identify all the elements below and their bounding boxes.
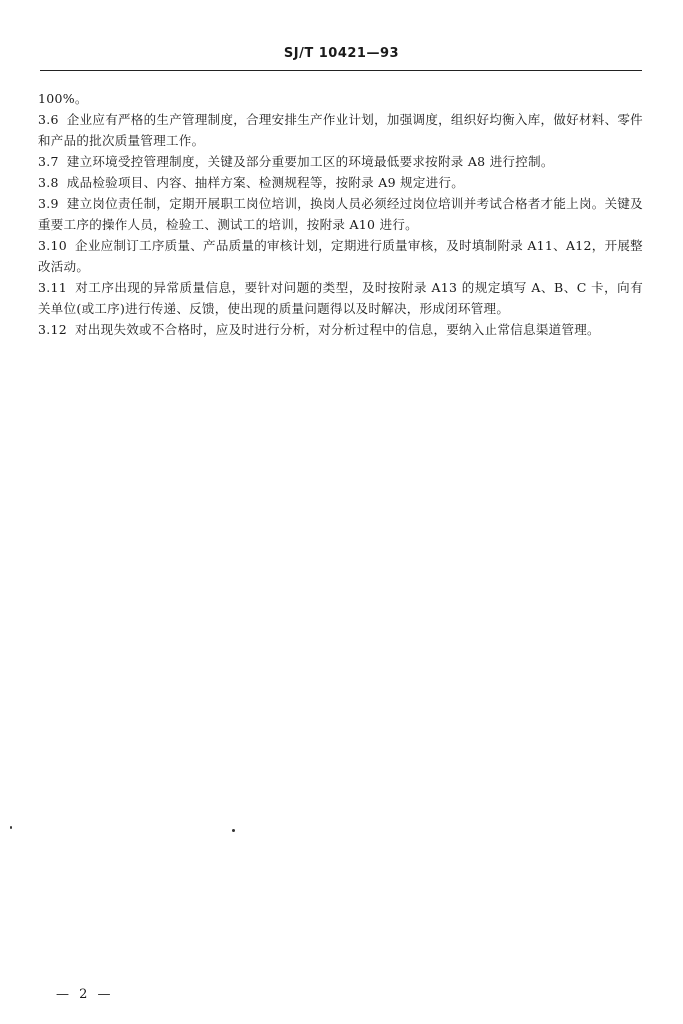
clause-3-11 xyxy=(38,277,643,319)
clause-3-8 xyxy=(38,172,643,193)
clause-number: 3.9 xyxy=(38,196,59,211)
clause-3-10 xyxy=(38,235,643,277)
clause-text: 建立环境受控管理制度，关键及部分重要加工区的环境最低要求按附录 A8 进行控制。 xyxy=(66,154,554,169)
clause-text: 对出现失效或不合格时，应及时进行分析，对分析过程中的信息，要纳入止常信息渠道管理。 xyxy=(75,322,600,337)
clause-3-9 xyxy=(38,193,643,235)
clause-number: 3.7 xyxy=(38,154,59,169)
clause-text: 对工序出现的异常质量信息，要针对问题的类型，及时按附录 A13 的规定填写 A、B、C 卡，向有关单位(或工序)进行传递、反馈，使出现的质量问题得以及时解决，形成闭环管理。 xyxy=(38,280,643,316)
clause-3-7 xyxy=(38,151,643,172)
clause-number: 3.6 xyxy=(38,112,59,127)
document-body xyxy=(38,88,643,340)
scan-speck xyxy=(232,829,235,832)
clause-3-6 xyxy=(38,109,643,151)
clause-number: 3.12 xyxy=(38,322,68,337)
clause-text: 企业应制订工序质量、产品质量的审核计划，定期进行质量审核，及时填制附录 A11、A12，开展整改活动。 xyxy=(38,238,643,274)
clause-3-12 xyxy=(38,319,643,340)
clause-number: 3.10 xyxy=(38,238,68,253)
clause-text: 成品检验项目、内容、抽样方案、检测规程等，按附录 A9 规定进行。 xyxy=(66,175,465,190)
continuation-line: 100%。 xyxy=(38,91,88,106)
clause-text: 建立岗位责任制，定期开展职工岗位培训，换岗人员必须经过岗位培训并考试合格者才能上岗。关键及重要工序的操作人员，检验工、测试工的培训，按附录 A10 进行。 xyxy=(38,196,643,232)
scan-speck xyxy=(10,826,12,829)
clause-text: 企业应有严格的生产管理制度，合理安排生产作业计划，加强调度，组织好均衡入库，做好材料、零件和产品的批次质量管理工作。 xyxy=(38,112,643,148)
clause-number: 3.8 xyxy=(38,175,59,190)
page-number: — 2 — xyxy=(56,987,114,1002)
standard-code-header: SJ/T 10421—93 xyxy=(283,46,400,61)
clause-number: 3.11 xyxy=(38,280,68,295)
header-rule xyxy=(40,70,642,71)
